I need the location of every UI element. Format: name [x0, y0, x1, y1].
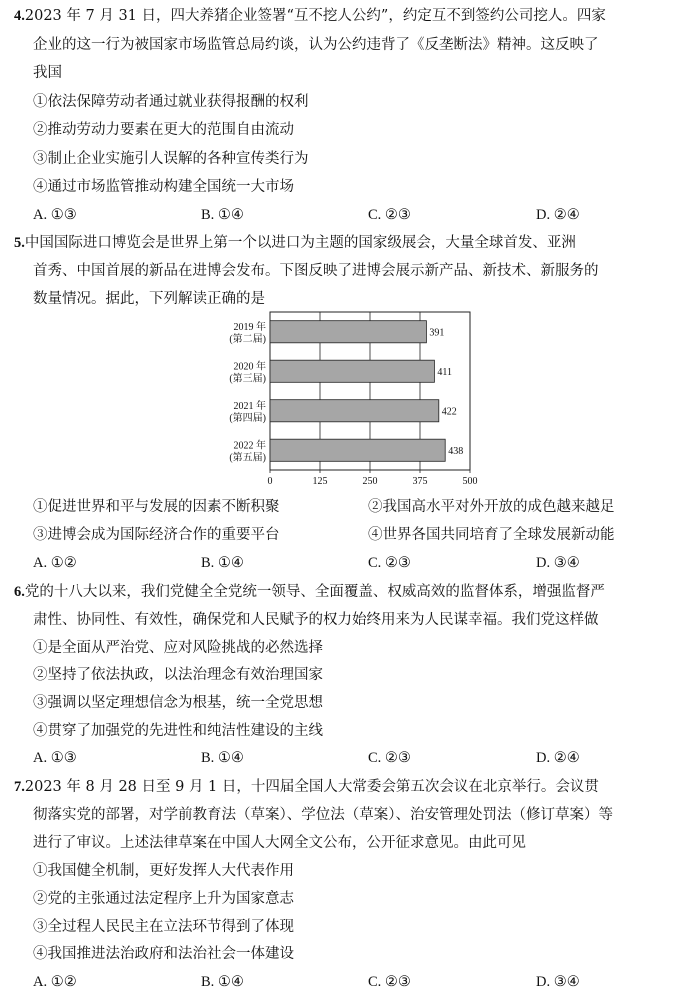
question-4-statement-1: ①依法保障劳动者通过就业获得报酬的权利	[33, 94, 309, 110]
question-5-number: 5.	[14, 235, 25, 251]
question-6-number: 6.	[14, 584, 25, 600]
question-4-line-2: 企业的这一行为被国家市场监管总局约谈，认为公约违背了《反垄断法》精神。这反映了	[33, 37, 599, 53]
bar-chart-svg	[218, 310, 480, 494]
question-4-line-1: 4.2023 年 7 月 31 日，四大养猪企业签署“互不挖人公约”，约定互不到签约公司挖人。四家	[14, 8, 606, 24]
category-year-label: 2020 年	[233, 361, 266, 373]
question-7-statement-4: ④我国推进法治政府和法治社会一体建设	[33, 946, 294, 962]
question-5-line-1: 5.中国国际进口博览会是世界上第一个以进口为主题的国家级展会，大量全球首发、亚洲	[14, 235, 576, 251]
question-5-statement-4: ④世界各国共同培育了全球发展新动能	[368, 527, 615, 543]
question-5-line-3: 数量情况。据此，下列解读正确的是	[33, 291, 265, 307]
x-tick-label: 375	[412, 476, 428, 487]
question-7-number: 7.	[14, 779, 25, 795]
question-7-option-b: B. ①④	[201, 974, 244, 990]
question-4-statement-3: ③制止企业实施引人误解的各种宣传类行为	[33, 151, 309, 167]
question-7-option-a: A. ①②	[33, 974, 77, 990]
question-6-statement-4: ④贯穿了加强党的先进性和纯洁性建设的主线	[33, 723, 323, 739]
question-4-option-a: A. ①③	[33, 207, 77, 223]
x-tick-label: 250	[362, 476, 378, 487]
question-6-statement-1: ①是全面从严治党、应对风险挑战的必然选择	[33, 640, 323, 656]
expo-bar-chart	[218, 310, 480, 494]
x-tick-label: 125	[312, 476, 328, 487]
question-4-number: 4.	[14, 8, 25, 24]
category-year-label: 2019 年	[233, 321, 266, 333]
question-7-line-1: 7.2023 年 8 月 28 日至 9 月 1 日，十四届全国人大常委会第五次会议在北京举行。会议贯	[14, 779, 599, 795]
category-year-label: 2021 年	[233, 400, 266, 412]
bar-value-label: 411	[437, 366, 453, 378]
question-7-option-c: C. ②③	[368, 974, 411, 990]
question-6-statement-3: ③强调以坚定理想信念为根基，统一全党思想	[33, 695, 323, 711]
category-session-label: (第二届)	[229, 333, 266, 345]
category-year-label: 2022 年	[233, 440, 266, 452]
bar-value-label: 422	[441, 406, 457, 418]
question-5-statement-1: ①促进世界和平与发展的因素不断积聚	[33, 499, 280, 515]
question-7-statement-3: ③全过程人民民主在立法环节得到了体现	[33, 919, 294, 935]
question-5-statement-3: ③进博会成为国际经济合作的重要平台	[33, 527, 280, 543]
question-4-line-3: 我国	[33, 65, 62, 81]
x-tick-label: 0	[267, 476, 273, 487]
bar	[270, 360, 434, 382]
category-session-label: (第五届)	[229, 452, 266, 464]
category-session-label: (第三届)	[229, 373, 266, 385]
question-5-option-b: B. ①④	[201, 555, 244, 571]
question-7-statement-2: ②党的主张通过法定程序上升为国家意志	[33, 891, 294, 907]
question-6-option-d: D. ②④	[536, 750, 580, 766]
category-session-label: (第四届)	[229, 412, 266, 424]
question-7-line-2: 彻落实党的部署，对学前教育法（草案）、学位法（草案）、治安管理处罚法（修订草案）等	[33, 807, 613, 823]
bar-value-label: 391	[429, 327, 445, 339]
question-4-statement-2: ②推动劳动力要素在更大的范围自由流动	[33, 122, 294, 138]
question-5-line-2: 首秀、中国首展的新品在进博会发布。下图反映了进博会展示新产品、新技术、新服务的	[33, 263, 599, 279]
question-5-statement-2: ②我国高水平对外开放的成色越来越足	[368, 499, 615, 515]
question-4-option-c: C. ②③	[368, 207, 411, 223]
question-6-line-2: 肃性、协同性、有效性，确保党和人民赋予的权力始终用来为人民谋幸福。我们党这样做	[33, 612, 599, 628]
question-4-option-b: B. ①④	[201, 207, 244, 223]
bar	[270, 439, 445, 461]
bar	[270, 321, 426, 343]
question-6-statement-2: ②坚持了依法执政，以法治理念有效治理国家	[33, 667, 323, 683]
question-6-option-c: C. ②③	[368, 750, 411, 766]
question-7-option-d: D. ③④	[536, 974, 580, 990]
bar-value-label: 438	[448, 445, 464, 457]
question-6-option-b: B. ①④	[201, 750, 244, 766]
question-7-line-3: 进行了审议。上述法律草案在中国人大网全文公布，公开征求意见。由此可见	[33, 835, 526, 851]
x-tick-label: 500	[462, 476, 478, 487]
question-6-line-1: 6.党的十八大以来，我们党健全全党统一领导、全面覆盖、权威高效的监督体系，增强监督严	[14, 584, 605, 600]
question-5-option-a: A. ①②	[33, 555, 77, 571]
question-6-option-a: A. ①③	[33, 750, 77, 766]
question-4-statement-4: ④通过市场监管推动构建全国统一大市场	[33, 179, 294, 195]
question-5-option-d: D. ③④	[536, 555, 580, 571]
question-7-statement-1: ①我国健全机制，更好发挥人大代表作用	[33, 863, 294, 879]
bar	[270, 400, 439, 422]
question-4-option-d: D. ②④	[536, 207, 580, 223]
question-5-option-c: C. ②③	[368, 555, 411, 571]
